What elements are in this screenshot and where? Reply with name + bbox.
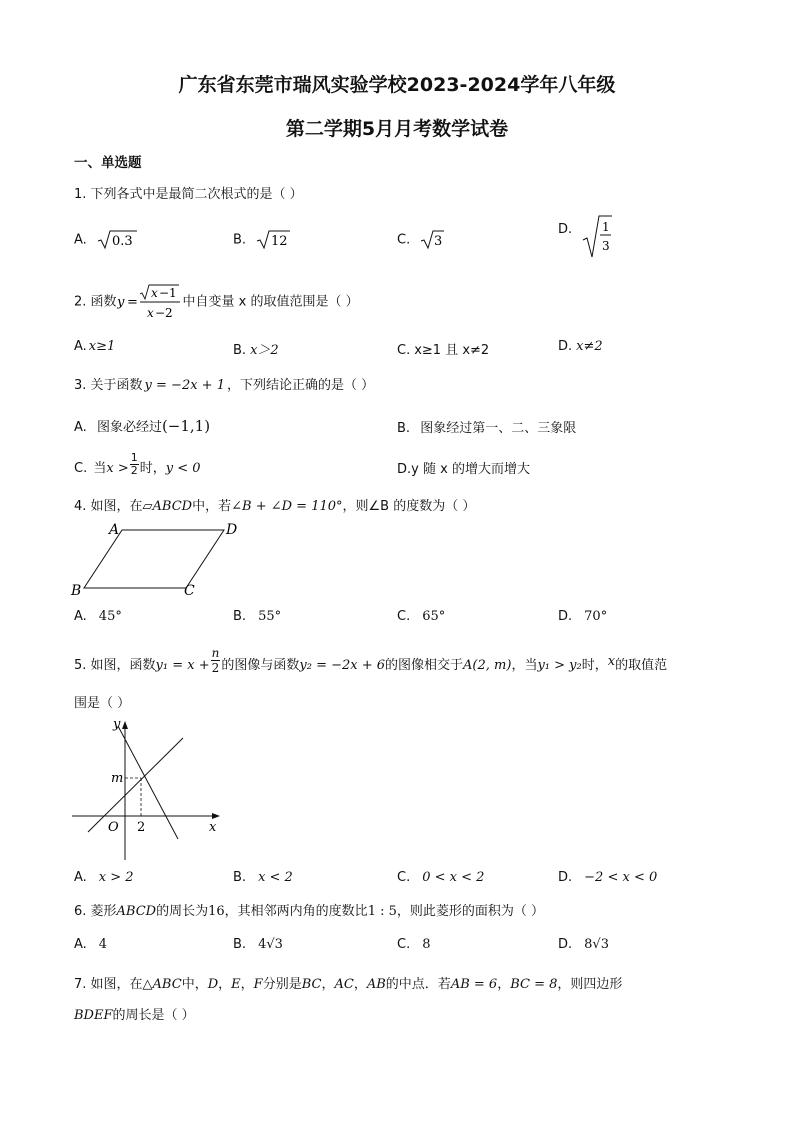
option-text: x < 2 [258, 870, 293, 885]
option-text: −2 < x < 0 [584, 870, 658, 885]
q2-suffix: 中自变量 x 的取值范围是（ ） [182, 294, 359, 310]
vertex-d-label: D [226, 522, 238, 538]
question-2-stem [74, 282, 359, 322]
svg-text:1: 1 [602, 220, 610, 234]
q5-option-a [74, 870, 134, 885]
option-label: D. [558, 937, 573, 952]
q4-prefix: 4. 如图，在 [74, 499, 143, 514]
option-text: y 随 x 的增大而增大 [411, 462, 530, 477]
q7-text: ，则四边形 [557, 977, 623, 992]
q5-mid2: 的图像相交于 [385, 658, 464, 673]
option-label: B. [233, 343, 247, 358]
vertex-b-label: B [71, 583, 82, 599]
q5-inequality: y₁ > y₂ [537, 658, 582, 673]
svg-text:x: x [150, 286, 158, 300]
option-label: D. [558, 339, 573, 354]
title-line-1: 广东省东莞市瑞风实验学校2023-2024学年八年级 [178, 74, 616, 96]
svg-text:=: = [126, 295, 138, 310]
sqrt-12 [256, 229, 290, 251]
svg-text:−2: −2 [154, 306, 173, 320]
option-text: 70° [584, 609, 608, 624]
q3-option-d [397, 458, 530, 477]
option-label: A. [74, 937, 87, 952]
q7-text: ， [353, 977, 367, 992]
option-text: 图象经过第一、二、三象限 [420, 421, 577, 436]
q7-seg-ac: AC [334, 977, 354, 992]
vertex-a-label: A [109, 522, 120, 538]
option-text: x≠2 [576, 339, 603, 354]
sqrt-one-third [582, 214, 612, 260]
option-label: C. [74, 461, 88, 476]
option-label: B. [397, 421, 411, 436]
option-text: 图象必经过 [96, 420, 162, 435]
option-label: C. [397, 937, 411, 952]
option-label: B. [233, 609, 247, 624]
option-text: x > 2 [98, 870, 134, 885]
q6-rhombus: ABCD [116, 904, 157, 919]
q1-option-c [397, 229, 444, 251]
q6-option-a [74, 937, 107, 952]
q5-point-a: A(2, m) [463, 658, 512, 673]
q5-mid3: ，当 [511, 658, 538, 673]
option-label: A. [74, 420, 87, 435]
sqrt-0.3 [97, 229, 137, 251]
frac-num: 1 [130, 451, 138, 464]
q3-suffix: ，下列结论正确的是（ ） [226, 378, 375, 393]
svg-text:y: y [116, 295, 124, 310]
q4-suffix: ，则∠B 的度数为（ ） [342, 499, 476, 514]
q4-angle-eq: ∠B + ∠D = 110° [231, 499, 343, 514]
option-text: 0 < x < 2 [422, 870, 485, 885]
q7-text: ， [497, 977, 511, 992]
q7-bc-length: BC = 8 [510, 977, 558, 992]
option-label: C. [397, 870, 411, 885]
option-label: A. [74, 232, 87, 248]
q2-option-b [233, 339, 279, 358]
frac-den: 2 [211, 661, 220, 675]
q5-prefix: 5. 如图，函数 [74, 658, 156, 673]
q7-point-d: D [207, 977, 219, 992]
option-label: D. [558, 222, 573, 237]
option-label: D. [558, 870, 573, 885]
option-text: 8√3 [584, 937, 609, 952]
q5-x: x [607, 654, 616, 669]
question-5-stem-line2: 围是（ ） [74, 696, 131, 711]
q4-option-a [74, 609, 122, 624]
q4-mid: 中，若 [192, 499, 232, 514]
q2-option-a [74, 339, 115, 354]
svg-text:12: 12 [271, 234, 288, 249]
option-text: 4 [98, 937, 108, 952]
q4-parallelogram: ▱ABCD [142, 499, 193, 514]
question-7-stem [74, 973, 622, 992]
option-label: C. [397, 232, 411, 248]
option-text: 65° [422, 609, 446, 624]
q2-option-c [397, 339, 489, 358]
option-label: B. [233, 232, 247, 248]
question-5-stem [74, 646, 667, 675]
q5-mid1: 的图像与函数 [221, 658, 300, 673]
q6-ratio: 1 : 5 [367, 904, 397, 919]
question-1-stem: 1. 下列各式中是最简二次根式的是（ ） [74, 187, 303, 202]
q4-option-d [558, 609, 607, 624]
q7-text: 的中点．若 [385, 977, 451, 992]
option-text: 时， [139, 461, 166, 476]
origin-label: O [108, 820, 119, 835]
q5-option-c [397, 870, 484, 885]
fraction-n-over-2 [211, 646, 221, 675]
option-text: x＞2 [250, 343, 279, 358]
q6-option-d [558, 937, 609, 952]
option-label: C. [397, 609, 411, 624]
q5-y2-formula: y₂ = −2x + 6 [299, 658, 386, 673]
frac-den: 2 [130, 464, 138, 477]
option-label: D. [558, 609, 573, 624]
question-7-stem-line2 [74, 1004, 195, 1023]
sqrt-3 [420, 229, 444, 251]
fraction-one-half [130, 452, 139, 477]
q6-option-c [397, 937, 431, 952]
x-axis-label: x [209, 820, 217, 835]
question-6-stem [74, 900, 544, 919]
question-3-stem [74, 374, 374, 393]
q2-prefix: 2. 函数 [74, 294, 117, 310]
q7-text: ， [240, 977, 254, 992]
q3-option-a [74, 416, 210, 435]
option-text: x≥1 且 x≠2 [414, 343, 490, 358]
q1-option-d [558, 214, 612, 260]
q5-y1-formula: y₁ = x + [155, 658, 210, 673]
svg-text:3: 3 [434, 234, 443, 249]
title-line-2: 第二学期5月月考数学试卷 [285, 118, 509, 140]
q7-triangle: △ABC [142, 977, 182, 992]
tick-2-label: 2 [137, 820, 146, 835]
q7-point-e: E [231, 977, 241, 992]
q7-text: ， [321, 977, 335, 992]
q6-mid1: 的周长为 [156, 904, 209, 919]
option-label: A. [74, 609, 87, 624]
option-text: 55° [258, 609, 282, 624]
q3-option-b [397, 417, 576, 436]
q6-prefix: 6. 菱形 [74, 904, 117, 919]
q5-mid4: 时， [581, 658, 608, 673]
q6-mid2: ，其相邻两内角的度数比 [224, 904, 368, 919]
q4-option-b [233, 609, 281, 624]
q2-option-d [558, 339, 603, 354]
q3-prefix: 3. 关于函数 [74, 378, 143, 393]
q1-option-b [233, 229, 290, 251]
option-label: B. [233, 937, 247, 952]
q2-function-formula [117, 282, 183, 322]
svg-text:x: x [146, 306, 154, 320]
q7-seg-bc: BC [301, 977, 322, 992]
q5-end: 的取值范 [615, 658, 668, 673]
y-axis-label: y [113, 717, 121, 732]
svg-text:0.3: 0.3 [111, 234, 133, 249]
q7-ab-length: AB = 6 [450, 977, 498, 992]
parallelogram-figure [66, 518, 256, 600]
q3-formula: y = −2x + 1 [144, 378, 225, 393]
option-math: x > [106, 461, 129, 476]
option-label: C. [397, 343, 411, 358]
q1-option-a [74, 229, 137, 251]
q5-option-b [233, 870, 293, 885]
q7-text: 分别是 [262, 977, 302, 992]
svg-text:−1: −1 [158, 286, 177, 300]
section-heading: 一、单选题 [74, 155, 142, 171]
svg-text:3: 3 [602, 239, 610, 253]
q4-option-c [397, 609, 445, 624]
frac-num: n [211, 646, 220, 660]
question-4-stem [74, 495, 475, 514]
q6-perimeter: 16 [208, 904, 225, 919]
option-text: x≥1 [88, 339, 116, 354]
m-label: m [111, 771, 124, 786]
option-label: A. [74, 339, 87, 354]
option-text: 45° [98, 609, 122, 624]
option-label: A. [74, 870, 87, 885]
option-point: (−1,1) [161, 417, 211, 435]
option-text: 4√3 [258, 937, 283, 952]
q7-text: 中， [181, 977, 208, 992]
option-label: B. [233, 870, 247, 885]
q5-option-d [558, 870, 657, 885]
q3-option-c [74, 452, 201, 477]
option-label: D. [397, 462, 412, 477]
vertex-c-label: C [184, 583, 195, 599]
q7-quadrilateral: BDEF [74, 1008, 113, 1023]
q5-graph-figure [66, 714, 236, 862]
q7-text: ， [218, 977, 232, 992]
option-math: y < 0 [165, 461, 201, 476]
q7-point-f: F [253, 977, 263, 992]
q6-option-b [233, 937, 283, 952]
option-text: 当 [93, 461, 107, 476]
q6-suffix: ，则此菱形的面积为（ ） [396, 904, 545, 919]
q7-prefix: 7. 如图，在 [74, 977, 143, 992]
q7-seg-ab: AB [366, 977, 386, 992]
q7-line2-text: 的周长是（ ） [112, 1008, 195, 1023]
option-text: 8 [422, 937, 431, 952]
